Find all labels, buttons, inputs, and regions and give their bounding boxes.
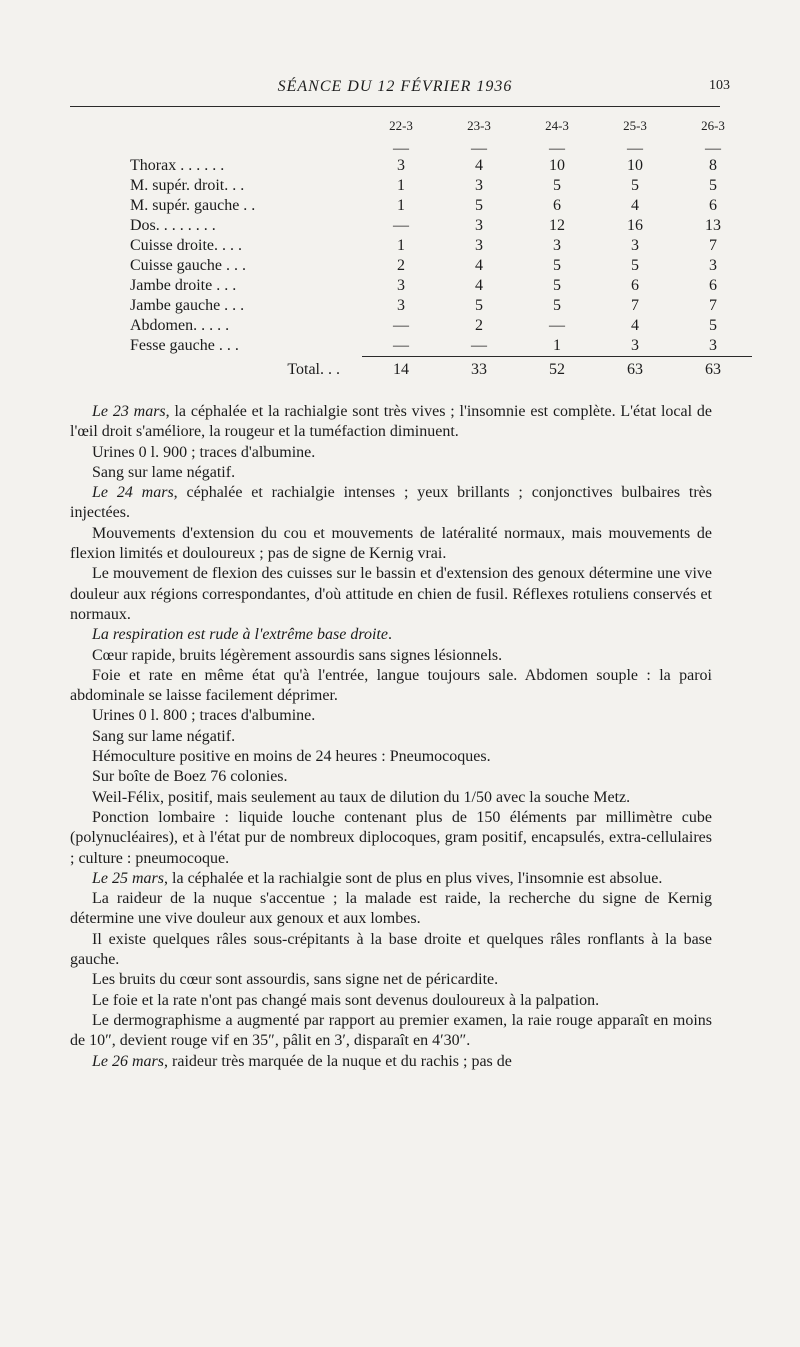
table-cell: 2 xyxy=(397,257,405,274)
paragraph-text: Urines 0 l. 900 ; traces d'albumine. xyxy=(92,443,316,461)
table-cell: 2 xyxy=(475,317,483,334)
paragraph xyxy=(70,524,712,565)
table-cell: 4 xyxy=(475,257,483,274)
table-cell: 3 xyxy=(553,237,561,254)
table-row xyxy=(130,196,752,216)
total-value: 52 xyxy=(518,357,596,384)
table-row xyxy=(130,236,752,256)
table-cell: 5 xyxy=(709,177,717,194)
table-cell: 3 xyxy=(475,217,483,234)
table-row xyxy=(130,336,752,357)
table-cell: 10 xyxy=(549,157,565,174)
paragraph-text: Il existe quelques râles sous-crépitants à la base droite et quelques râles ronflants à la base gauche. xyxy=(70,930,712,969)
paragraph-text: Sang sur lame négatif. xyxy=(92,727,236,745)
paragraph-text: , la céphalée et la rachialgie sont très vives ; l'insomnie est complète. L'état local de l'œil droit s'améliore, la rougeur et la tuméfaction diminuent. xyxy=(70,403,712,441)
table-cell: 7 xyxy=(709,297,717,314)
total-value: 63 xyxy=(674,357,752,384)
table-cell: 7 xyxy=(631,297,639,314)
header-rule xyxy=(70,106,720,107)
header-dash-row xyxy=(130,142,752,156)
table-cell: 7 xyxy=(709,237,717,254)
paragraph-text: . xyxy=(387,626,392,644)
paragraph xyxy=(70,869,712,889)
table-cell: 4 xyxy=(631,317,639,334)
paragraph-text: Sang sur lame négatif. xyxy=(92,463,236,481)
table-cell: 3 xyxy=(631,337,639,354)
table-cell: 3 xyxy=(475,177,483,194)
running-header xyxy=(70,76,730,102)
table-cell: 13 xyxy=(705,217,721,234)
paragraph-text: Cœur rapide, bruits légèrement assourdis sans signes lésionnels. xyxy=(92,646,503,664)
paragraph-text: , céphalée et rachialgie intenses ; yeux brillants ; conjonctives bulbaires très injectées. xyxy=(70,484,712,522)
paragraph xyxy=(70,1052,712,1072)
table-cell: 5 xyxy=(475,297,483,314)
table-cell: — xyxy=(549,317,565,334)
table-cell: 5 xyxy=(553,297,561,314)
paragraph-date: Le 25 mars xyxy=(92,869,165,887)
table-cell: 6 xyxy=(709,277,717,294)
paragraph xyxy=(70,625,712,645)
row-label: Jambe gauche . . . xyxy=(130,297,245,314)
header-dash: — xyxy=(705,140,721,157)
table-cell: 3 xyxy=(631,237,639,254)
table-cell: 5 xyxy=(553,277,561,294)
running-title: SÉANCE DU 12 FÉVRIER 1936 xyxy=(277,78,513,95)
table-row xyxy=(130,176,752,196)
table-cell: 16 xyxy=(627,217,643,234)
table-row xyxy=(130,256,752,276)
paragraph-text: La raideur de la nuque s'accentue ; la malade est raide, la recherche du signe de Kernig détermine une vive douleur aux genoux et aux lombes. xyxy=(70,890,712,928)
table-body xyxy=(130,156,752,357)
row-label: Jambe droite . . . xyxy=(130,277,237,294)
paragraph xyxy=(70,747,712,767)
table-cell: 6 xyxy=(709,197,717,214)
paragraph-text: Le dermographisme a augmenté par rapport au premier examen, la raie rouge apparaît en moins de 10″, devient rouge vif en 35″, pâlit en 3′, disparaît en 4′30″. xyxy=(70,1011,712,1050)
paragraph-text: Sur boîte de Boez 76 colonies. xyxy=(92,768,288,786)
label-column-header xyxy=(130,118,362,142)
table-cell: 5 xyxy=(553,177,561,194)
paragraph xyxy=(70,889,712,930)
table-cell: 6 xyxy=(631,277,639,294)
header-dash: — xyxy=(627,140,643,157)
paragraph-date: La respiration est rude à l'extrême base droite xyxy=(92,626,388,644)
paragraph xyxy=(70,463,712,483)
paragraph-date: Le 23 mars xyxy=(92,403,166,420)
total-label: Total. . . xyxy=(287,360,340,378)
table-cell: 6 xyxy=(553,197,561,214)
table-cell: 1 xyxy=(553,337,561,354)
pain-score-table xyxy=(130,118,752,383)
paragraph-text: Weil-Félix, positif, mais seulement au taux de dilution du 1/50 avec la souche Metz. xyxy=(92,788,631,806)
table-cell: 1 xyxy=(397,237,405,254)
table-cell: 3 xyxy=(397,297,405,314)
paragraph xyxy=(70,646,712,666)
table-cell: 10 xyxy=(627,157,643,174)
paragraph-text: Foie et rate en même état qu'à l'entrée, langue toujours sale. Abdomen souple : la paroi abdominale se laisse facilement déprimer. xyxy=(70,666,712,705)
table-cell: 3 xyxy=(709,257,717,274)
row-label: Thorax . . . . . . xyxy=(130,157,225,174)
table-cell: 8 xyxy=(709,157,717,174)
row-label: Cuisse droite. . . . xyxy=(130,237,242,254)
paragraph xyxy=(70,930,712,971)
header-dash: — xyxy=(393,140,409,157)
table-cell: 5 xyxy=(553,257,561,274)
total-row xyxy=(130,357,752,384)
row-label: Cuisse gauche . . . xyxy=(130,257,246,274)
table-row xyxy=(130,276,752,296)
table-cell: 1 xyxy=(397,197,405,214)
table-cell: 4 xyxy=(475,157,483,174)
header-dash: — xyxy=(471,140,487,157)
total-value: 33 xyxy=(440,357,518,384)
table-cell: 1 xyxy=(397,177,405,194)
paragraph-date: Le 24 mars xyxy=(92,484,174,502)
paragraph xyxy=(70,970,712,990)
table-cell: 3 xyxy=(397,157,405,174)
column-header: 26-3 xyxy=(701,118,725,133)
table-cell: 3 xyxy=(709,337,717,354)
paragraph xyxy=(70,443,712,463)
paragraph-text: , la céphalée et la rachialgie sont de plus en plus vives, l'insomnie est absolue. xyxy=(164,869,663,887)
page-number: 103 xyxy=(709,78,730,93)
paragraph xyxy=(70,1011,712,1052)
table-cell: 5 xyxy=(709,317,717,334)
paragraph xyxy=(70,564,712,625)
paragraph-text: , raideur très marquée de la nuque et du rachis ; pas de xyxy=(164,1052,512,1070)
table-cell: 3 xyxy=(397,277,405,294)
row-label: M. supér. gauche . . xyxy=(130,197,256,214)
column-header: 24-3 xyxy=(545,118,569,133)
table-row xyxy=(130,156,752,176)
table-cell: 12 xyxy=(549,217,565,234)
table-row xyxy=(130,216,752,236)
table-row xyxy=(130,296,752,316)
paragraph-text: Urines 0 l. 800 ; traces d'albumine. xyxy=(92,707,316,725)
paragraph xyxy=(70,402,712,443)
table-cell: — xyxy=(393,337,409,354)
table-cell: 4 xyxy=(475,277,483,294)
paragraph-text: Hémoculture positive en moins de 24 heures : Pneumocoques. xyxy=(92,748,491,766)
paragraph xyxy=(70,706,712,726)
row-label: M. supér. droit. . . xyxy=(130,177,245,194)
paragraph xyxy=(70,666,712,707)
paragraph-text: Mouvements d'extension du cou et mouvements de latéralité normaux, mais mouvements de flexion limités et douloureux ; pas de signe de Kernig vrai. xyxy=(70,524,712,563)
paragraph-text: Le foie et la rate n'ont pas changé mais sont devenus douloureux à la palpation. xyxy=(92,991,600,1009)
paragraph-text: Les bruits du cœur sont assourdis, sans signe net de péricardite. xyxy=(92,971,499,989)
total-value: 14 xyxy=(362,357,440,384)
table-cell: 3 xyxy=(475,237,483,254)
table-cell: — xyxy=(393,317,409,334)
table-row xyxy=(130,316,752,336)
table-cell: — xyxy=(471,337,487,354)
paragraph-text: Le mouvement de flexion des cuisses sur le bassin et d'extension des genoux détermine une vive douleur aux régions correspondantes, d'où attitude en chien de fusil. Réflexes rotuliens conservés et normaux. xyxy=(70,565,712,623)
paragraph xyxy=(70,727,712,747)
paragraph xyxy=(70,767,712,787)
paragraph-text: Ponction lombaire : liquide louche contenant plus de 150 éléments par millimètre cube (polynucléaires), et à l'état pur de nombreux diplocoques, gram positif, encapsulés, extra-cellulaires ; culture : pneumocoque. xyxy=(70,808,712,867)
header-dash: — xyxy=(549,140,565,157)
table-cell: 5 xyxy=(631,177,639,194)
table-cell: 4 xyxy=(631,197,639,214)
row-label: Fesse gauche . . . xyxy=(130,337,239,355)
paragraph xyxy=(70,991,712,1011)
column-header: 25-3 xyxy=(623,118,647,133)
paragraph xyxy=(70,788,712,808)
table-cell: — xyxy=(393,217,409,234)
clinical-notes xyxy=(70,402,712,1072)
table-cell: 5 xyxy=(475,197,483,214)
paragraph-date: Le 26 mars xyxy=(92,1052,165,1070)
total-value: 63 xyxy=(596,357,674,384)
paragraph xyxy=(70,483,712,524)
paragraph xyxy=(70,808,712,869)
column-header: 23-3 xyxy=(467,118,491,133)
row-label: Dos. . . . . . . . xyxy=(130,217,216,234)
table-cell: 5 xyxy=(631,257,639,274)
table-header-row xyxy=(130,118,752,142)
row-label: Abdomen. . . . . xyxy=(130,317,230,334)
column-header: 22-3 xyxy=(389,118,413,133)
